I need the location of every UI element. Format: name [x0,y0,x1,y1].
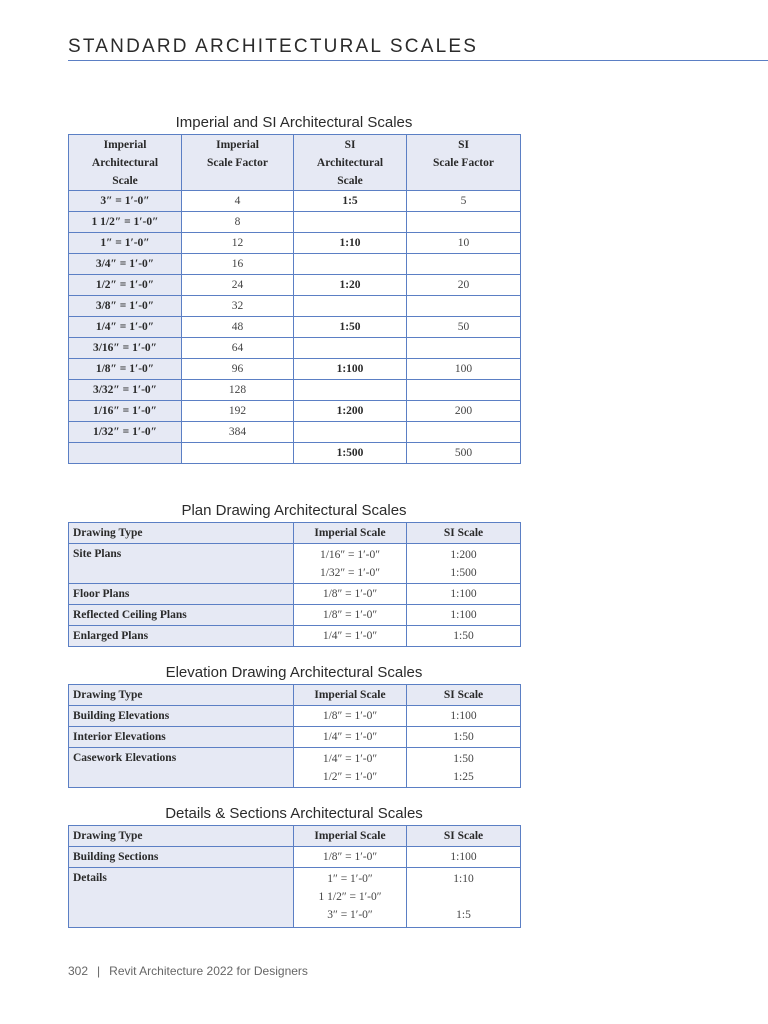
si-scale-value: 1:100 [450,851,477,863]
imperial-scale-cell [294,868,407,928]
drawing-type-cell: Casework Elevations [69,748,294,788]
table-row [69,338,521,359]
si-scale-value: 1:100 [450,609,477,621]
imperial-scale-cell: 3/4″ = 1′-0″ [69,254,182,275]
si-factor-cell: 20 [407,275,521,296]
si-scale-value: 1:5 [456,909,471,921]
imperial-factor-cell: 24 [182,275,294,296]
si-scale-value: 1:50 [453,731,474,743]
si-scale-value: 1:500 [450,567,477,579]
book-title: Revit Architecture 2022 for Designers [109,964,308,978]
si-scale-cell [407,584,521,605]
elevation-table-title: Elevation Drawing Architectural Scales [165,664,423,681]
imperial-scale-value: 1/16″ = 1′-0″ [319,549,381,561]
si-scale-value: 1:10 [453,873,474,885]
imperial-scale-cell [294,748,407,788]
header-drawing-type: Drawing Type [69,523,294,544]
table-row [69,191,521,212]
imperial-scale-cell: 1/8″ = 1′-0″ [69,359,182,380]
si-scale-value: 1:25 [453,771,474,783]
si-scale-cell [407,727,521,748]
imperial-si-table-title: Imperial and SI Architectural Scales [175,114,413,131]
si-scale-cell: 1:10 [294,233,407,254]
imperial-scale-cell [294,544,407,584]
table-row [69,380,521,401]
drawing-type-cell: Building Elevations [69,706,294,727]
imperial-factor-cell: 48 [182,317,294,338]
imperial-scale-cell: 3/8″ = 1′-0″ [69,296,182,317]
si-scale-value: 1:200 [450,549,477,561]
si-factor-cell: 5 [407,191,521,212]
imperial-scale-value: 1/8″ = 1′-0″ [322,851,378,863]
si-scale-cell: 1:200 [294,401,407,422]
page-title: STANDARD ARCHITECTURAL SCALES [68,36,479,57]
header-imperial-scale: Imperial Scale [294,826,407,847]
si-scale-cell [407,626,521,647]
table-row [69,422,521,443]
table-row [69,544,521,584]
si-scale-value [411,888,516,906]
imperial-scale-value: 1/32″ = 1′-0″ [319,567,381,579]
si-scale-value: 1:50 [453,753,474,765]
si-scale-cell [407,847,521,868]
header-row [69,685,521,706]
title-rule [68,60,768,61]
si-scale-cell [294,254,407,275]
imperial-scale-cell [294,727,407,748]
imperial-scale-cell [294,706,407,727]
si-scale-cell: 1:100 [294,359,407,380]
imperial-scale-cell: 1 1/2″ = 1′-0″ [69,212,182,233]
header-row [69,826,521,847]
header-drawing-type: Drawing Type [69,685,294,706]
si-scale-value: 1:100 [450,588,477,600]
footer-separator: | [97,964,101,978]
si-factor-cell: 100 [407,359,521,380]
drawing-type-cell: Building Sections [69,847,294,868]
si-factor-cell: 500 [407,443,521,464]
table-row [69,868,521,928]
table-row [69,443,521,464]
drawing-type-cell: Reflected Ceiling Plans [69,605,294,626]
drawing-type-cell: Floor Plans [69,584,294,605]
table-row [69,584,521,605]
imperial-scale-value: 1/4″ = 1′-0″ [322,753,378,765]
header-imperial-scale-factor: Imperial Scale Factor [182,135,294,191]
header-si-scale-factor: SI Scale Factor [407,135,521,191]
imperial-scale-value: 1/8″ = 1′-0″ [322,710,378,722]
header-si-scale: SI Scale [407,685,521,706]
table-row [69,605,521,626]
imperial-factor-cell: 4 [182,191,294,212]
imperial-scale-cell: 3/32″ = 1′-0″ [69,380,182,401]
imperial-scale-cell: 1/16″ = 1′-0″ [69,401,182,422]
imperial-scale-value: 1/2″ = 1′-0″ [322,771,378,783]
si-scale-cell [407,544,521,584]
imperial-si-scales-table [68,134,521,464]
drawing-type-cell: Site Plans [69,544,294,584]
header-si-architectural-scale: SI Architectural Scale [294,135,407,191]
header-si-scale: SI Scale [407,523,521,544]
si-scale-cell [407,748,521,788]
table-row [69,275,521,296]
page-number: 302 [68,964,89,978]
si-scale-cell [294,422,407,443]
si-scale-cell [294,212,407,233]
elevation-scales-table [68,684,521,788]
imperial-scale-cell [294,626,407,647]
si-scale-cell [407,605,521,626]
imperial-scale-cell [294,847,407,868]
imperial-scale-cell: 1/32″ = 1′-0″ [69,422,182,443]
si-scale-cell [294,296,407,317]
imperial-scale-cell: 3″ = 1′-0″ [69,191,182,212]
page-footer [68,964,308,978]
si-scale-cell [294,338,407,359]
si-factor-cell [407,254,521,275]
imperial-factor-cell: 16 [182,254,294,275]
table-row [69,317,521,338]
imperial-scale-value: 1/4″ = 1′-0″ [322,731,378,743]
si-factor-cell: 200 [407,401,521,422]
imperial-scale-cell: 1″ = 1′-0″ [69,233,182,254]
imperial-factor-cell: 128 [182,380,294,401]
imperial-scale-value: 1/4″ = 1′-0″ [322,630,378,642]
header-imperial-scale: Imperial Scale [294,685,407,706]
table-row [69,748,521,788]
header-imperial-scale: Imperial Scale [294,523,407,544]
imperial-factor-cell: 96 [182,359,294,380]
imperial-scale-cell: 3/16″ = 1′-0″ [69,338,182,359]
imperial-factor-cell: 32 [182,296,294,317]
si-factor-cell [407,296,521,317]
details-sections-scales-table [68,825,521,928]
si-scale-value: 1:50 [453,630,474,642]
table-row [69,233,521,254]
si-scale-cell: 1:5 [294,191,407,212]
imperial-scale-value: 1 1/2″ = 1′-0″ [318,891,382,903]
si-scale-value: 1:100 [450,710,477,722]
imperial-scale-value: 1/8″ = 1′-0″ [322,609,378,621]
imperial-scale-value: 3″ = 1′-0″ [327,909,373,921]
drawing-type-cell: Details [69,868,294,928]
si-scale-cell: 1:500 [294,443,407,464]
plan-scales-table [68,522,521,647]
si-scale-cell: 1:20 [294,275,407,296]
si-factor-cell [407,380,521,401]
details-table-title: Details & Sections Architectural Scales [165,805,423,822]
imperial-scale-cell: 1/2″ = 1′-0″ [69,275,182,296]
table-row [69,212,521,233]
imperial-factor-cell: 12 [182,233,294,254]
header-row [69,523,521,544]
table-row [69,626,521,647]
si-factor-cell [407,338,521,359]
imperial-scale-value: 1/8″ = 1′-0″ [322,588,378,600]
imperial-factor-cell: 192 [182,401,294,422]
si-scale-cell [294,380,407,401]
imperial-scale-value: 1″ = 1′-0″ [327,873,373,885]
imperial-scale-cell: 1/4″ = 1′-0″ [69,317,182,338]
imperial-scale-cell [294,584,407,605]
table-row [69,254,521,275]
si-factor-cell: 50 [407,317,521,338]
imperial-factor-cell: 8 [182,212,294,233]
table-row [69,401,521,422]
header-si-scale: SI Scale [407,826,521,847]
si-scale-cell [407,868,521,928]
table-row [69,847,521,868]
si-factor-cell: 10 [407,233,521,254]
table-row [69,706,521,727]
imperial-scale-cell [69,443,182,464]
plan-table-title: Plan Drawing Architectural Scales [181,502,407,519]
imperial-factor-cell: 64 [182,338,294,359]
imperial-factor-cell: 384 [182,422,294,443]
si-factor-cell [407,212,521,233]
drawing-type-cell: Enlarged Plans [69,626,294,647]
drawing-type-cell: Interior Elevations [69,727,294,748]
imperial-factor-cell [182,443,294,464]
table-row [69,359,521,380]
header-imperial-architectural-scale: Imperial Architectural Scale [69,135,182,191]
table-row [69,727,521,748]
imperial-scale-cell [294,605,407,626]
table-row [69,296,521,317]
si-factor-cell [407,422,521,443]
si-scale-cell [407,706,521,727]
si-scale-cell: 1:50 [294,317,407,338]
header-drawing-type: Drawing Type [69,826,294,847]
